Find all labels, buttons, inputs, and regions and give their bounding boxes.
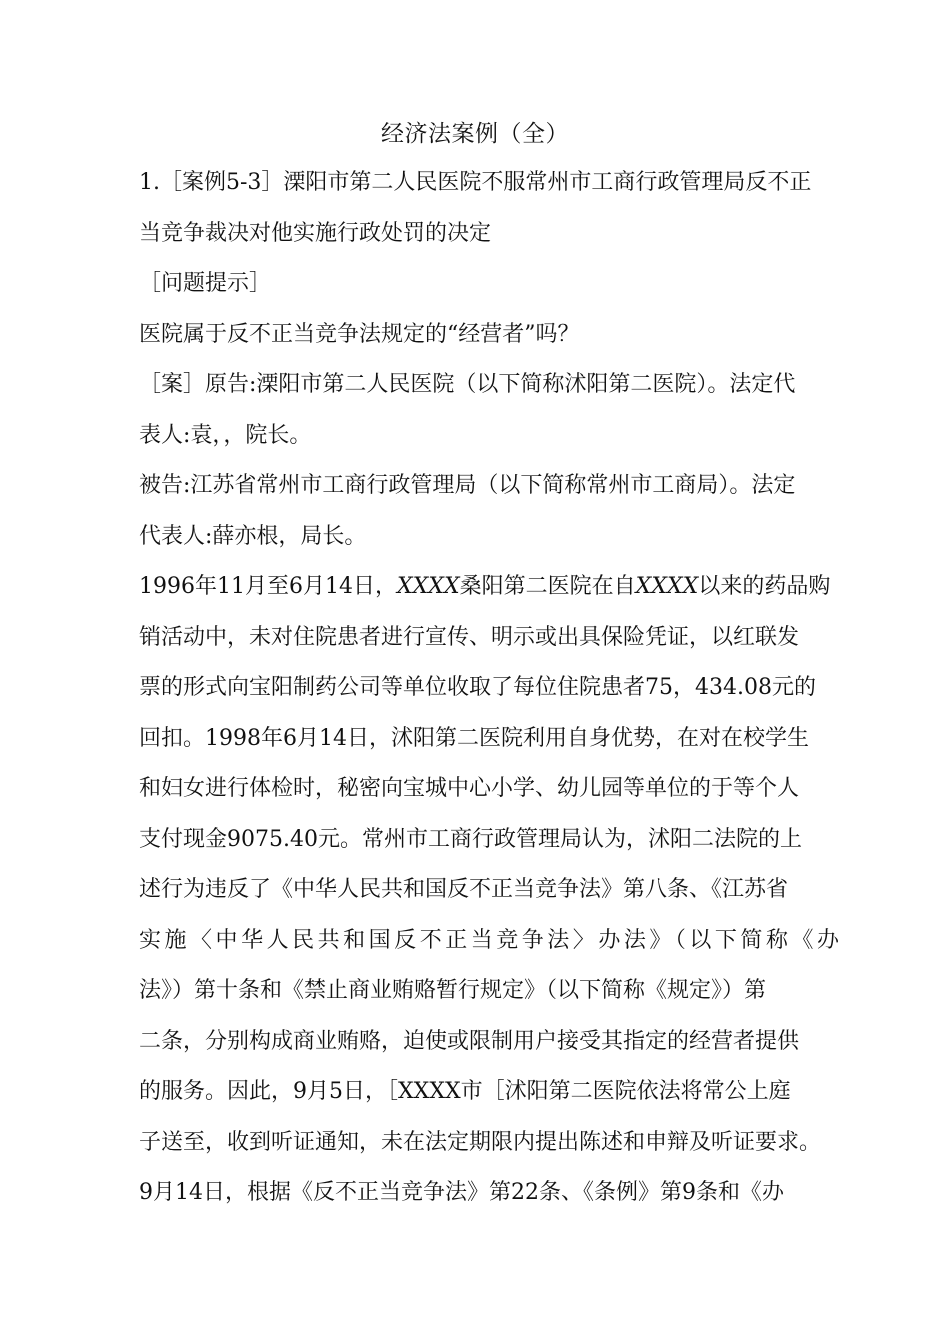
paragraph-line: 回扣。1998年6月14日，沭阳第二医院利用自身优势，在对在校学生 — [139, 725, 809, 751]
paragraph-line: 销活动中，未对住院患者进行宣传、明示或出具保险凭证，以红联发 — [139, 624, 800, 650]
italic-placeholder: XXXX — [635, 574, 699, 599]
paragraph-line: 票的形式向宝阳制药公司等单位收取了每位住院患者75，434.08元的 — [139, 675, 816, 700]
paragraph-line: 9月14日，根据《反不正当竞争法》第22条、《条例》第9条和《办 — [139, 1180, 784, 1205]
paragraph-line: 二条，分别构成商业贿赂，迫使或限制用户接受其指定的经营者提供 — [139, 1028, 800, 1054]
paragraph-line: 实施〈中华人民共和国反不正当竞争法〉办法》（以下简称《办 — [139, 927, 839, 953]
paragraph-line: 和妇女进行体检时，秘密向宝城中心小学、幼儿园等单位的于等个人 — [139, 776, 800, 801]
paragraph-line: 1.［案例5-3］溧阳市第二人民医院不服常州市工商行政管理局反不正 — [139, 170, 812, 195]
paragraph-line: 述行为违反了《中华人民共和国反不正当竞争法》第八条、《江苏省 — [139, 877, 789, 902]
paragraph-line: 的服务。因此，9月5日，［XXXX市［沭阳第二医院依法将常公上庭 — [139, 1079, 791, 1104]
italic-placeholder: XXXX — [396, 574, 460, 599]
paragraph-line: 子送至，收到听证通知，未在法定期限内提出陈述和申辩及听证要求。 — [139, 1129, 822, 1155]
text-segment: 1996年11月至6月14日， — [139, 574, 397, 599]
paragraph-line: 被告:江苏省常州市工商行政管理局（以下简称常州市工商局）。法定 — [139, 473, 796, 498]
paragraph-line: 表人:袁，，院长。 — [139, 422, 312, 448]
paragraph-line: 法》）第十条和《禁止商业贿赂暂行规定》（以下简称《规定》）第 — [139, 978, 767, 1003]
paragraph-line: ［问题提示］ — [139, 271, 272, 296]
paragraph-line: 代表人:薛亦根，局长。 — [139, 523, 367, 549]
document-body — [139, 158, 839, 1219]
paragraph-line: 医院属于反不正当竞争法规定的“经营者”吗？ — [139, 321, 580, 347]
text-segment: 桑阳第二医院在自 — [459, 574, 636, 599]
paragraph-line: 支付现金9075.40元。常州市工商行政管理局认为，沭阳二法院的上 — [139, 826, 802, 852]
paragraph-line: 当竞争裁决对他实施行政处罚的决定 — [139, 220, 492, 246]
document-title: 经济法案例（全） — [381, 121, 569, 147]
text-segment: 以来的药品购 — [698, 574, 831, 599]
paragraph-line-mixed — [139, 562, 839, 613]
paragraph-line: ［案］原告:溧阳市第二人民医院（以下简称沭阳第二医院）。法定代 — [139, 372, 796, 397]
